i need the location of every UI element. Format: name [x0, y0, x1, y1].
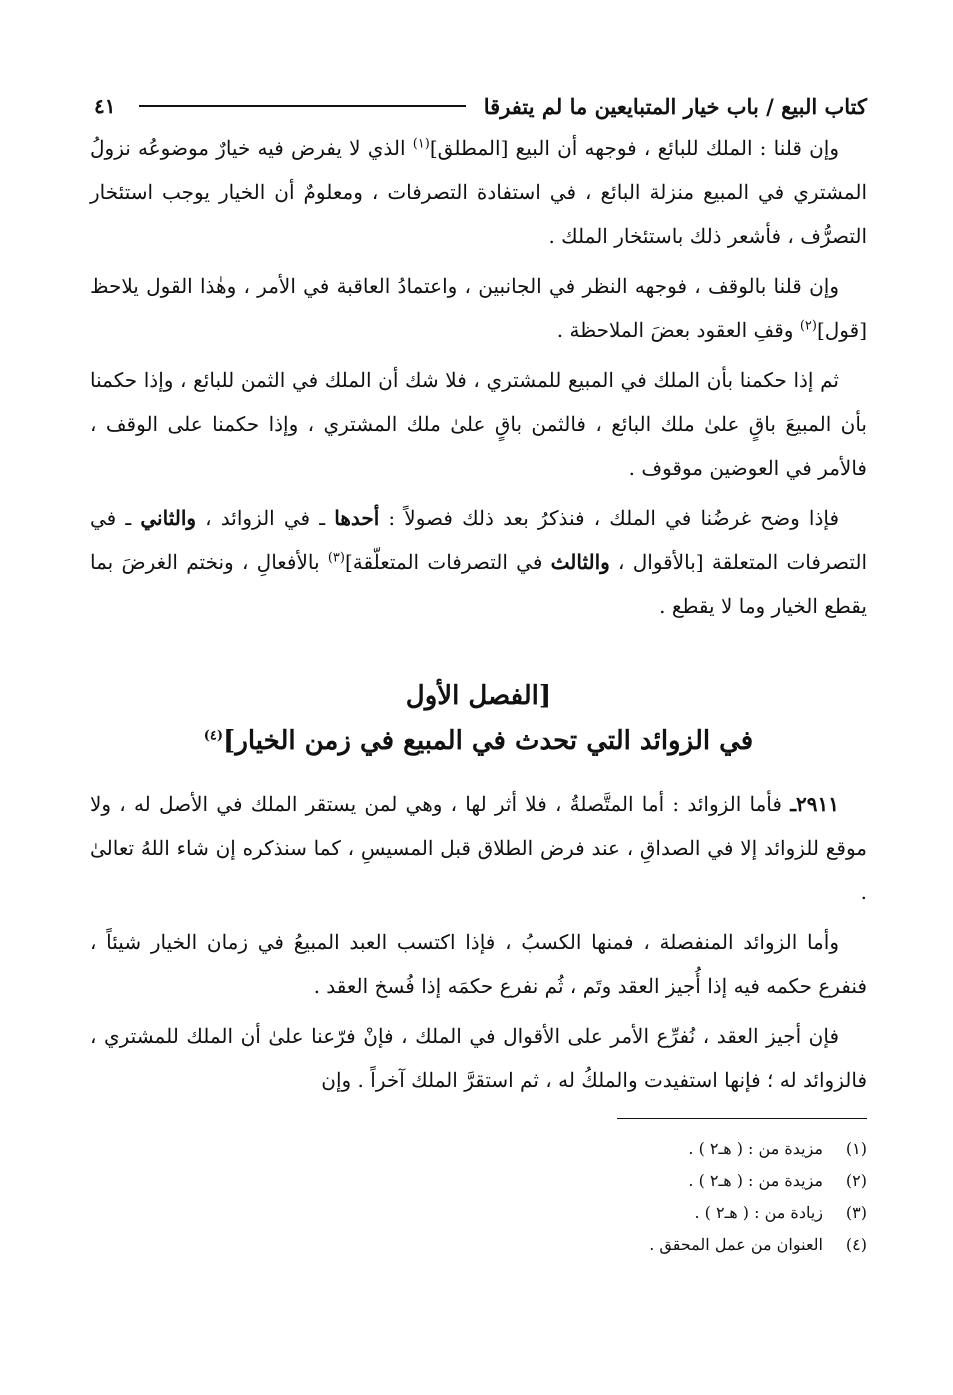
text-run: ـ في التصرفات المتعلقة [بالأقوال ،: [90, 506, 868, 574]
text-run: ٢٩١١ـ: [790, 792, 840, 816]
footnote-ref: (٤): [203, 728, 224, 744]
footnote-text: زيادة من : ( هـ٢ ) .: [694, 1203, 823, 1222]
text-run: وإن قلنا بالوقف ، فوجهه النظر في الجانبين ، واعتمادُ العاقبة في الأمر ، وهٰذا القول يلاحظ [قول]: [90, 274, 867, 342]
text-run: وقفِ العقود بعضَ الملاحظة .: [556, 318, 800, 342]
footnote-number: (١): [845, 1139, 867, 1158]
footnote-item: [90, 1165, 867, 1197]
footnote-ref: (١): [412, 136, 430, 152]
paragraph: [90, 358, 867, 490]
footnote-text: مزيدة من : ( هـ٢ ) .: [688, 1139, 823, 1158]
header-rule: [139, 105, 465, 107]
footnote-item: [90, 1229, 867, 1261]
text-run: فإن أجيز العقد ، نُفرِّع الأمر على الأقوال في الملك ، فإنْ فرّعنا علىٰ أن الملك للمشتري ، فالزوائد له ؛ فإنها استفيدت والملكُ له ، ثم استقرَّ الملك آخراً . وإن: [90, 1024, 867, 1092]
section-heading: [90, 674, 867, 764]
section-subtitle: [90, 718, 867, 764]
footnote-ref: (٣): [327, 550, 345, 566]
text-run: وأما الزوائد المنفصلة ، فمنها الكسبُ ، فإذا اكتسب العبد المبيعُ في زمان الخيار شيئاً ، فنفرع حكمه فيه إذا أُجيز العقد وتَم ، ثُم نفرع حكمَه إذا فُسخ العقد .: [90, 930, 867, 998]
footnote-text: مزيدة من : ( هـ٢ ) .: [688, 1171, 823, 1190]
paragraph: [90, 126, 867, 258]
paragraph: [90, 264, 867, 352]
paragraph: [90, 782, 867, 914]
footnote-number: (٢): [845, 1171, 867, 1190]
text-run: بالأفعالِ ، ونختم الغرضَ بما يقطع الخيار وما لا يقطع .: [90, 550, 867, 618]
footnote-number: (٣): [845, 1203, 867, 1222]
footnote-ref: (٢): [799, 318, 817, 334]
text-run: وإن قلنا : الملك للبائع ، فوجهه أن البيع [المطلق]: [429, 136, 840, 160]
running-header: [90, 86, 867, 126]
paragraph: [90, 496, 867, 628]
page-number: ٤١: [94, 94, 116, 118]
footnote-item: [90, 1133, 867, 1165]
text-run: في التصرفات المتعلّقة]: [344, 550, 551, 574]
footnote-text: العنوان من عمل المحقق .: [649, 1235, 823, 1254]
header-title: كتاب البيع / باب خيار المتبايعين ما لم يتفرقا: [483, 93, 867, 119]
text-run: فإذا وضح غرضُنا في الملك ، فنذكرُ بعد ذلك فصولاً :: [379, 506, 840, 530]
body-text-bottom: [90, 782, 867, 1102]
text-run: أحدها: [334, 506, 380, 530]
paragraph: [90, 1014, 867, 1102]
footnotes: [90, 1133, 867, 1261]
footnote-number: (٤): [845, 1235, 867, 1254]
footnote-separator: [617, 1118, 867, 1119]
footnote-item: [90, 1197, 867, 1229]
text-run: والثاني: [140, 506, 197, 530]
body-text-top: [90, 126, 867, 628]
text-run: فأما الزوائد : أما المتَّصلةُ ، فلا أثر لها ، وهي لمن يستقر الملك في الأصل له ، ولا موقع للزوائد إلا في الصداقِ ، عند فرض الطلاق قبل المسيسِ ، كما سنذكره إن شاء اللهُ تعالىٰ .: [90, 792, 867, 904]
text-run: ثم إذا حكمنا بأن الملك في المبيع للمشتري ، فلا شك أن الملك في الثمن للبائع ، وإذا حكمنا بأن المبيعَ باقٍ علىٰ ملك البائع ، فالثمن باقٍ علىٰ ملك المشتري ، وإذا حكمنا على الوقف ، فالأمر في العوضين موقوف .: [90, 368, 867, 480]
section-title: [الفصل الأول: [405, 681, 552, 711]
section-subtitle-text: في الزوائد التي تحدث في المبيع في زمن الخيار]: [223, 726, 754, 756]
paragraph: [90, 920, 867, 1008]
text-run: ـ في الزوائد ،: [196, 506, 335, 530]
text-run: الذي لا يفرض فيه خيارٌ موضوعُه نزولُ المشتري في المبيع منزلة البائع ، في استفادة التصرفات ، ومعلومٌ أن الخيار يوجب استئخار التصرُّف ، فأشعر ذلك باستئخار الملك .: [90, 136, 867, 248]
text-run: والثالث: [550, 550, 610, 574]
